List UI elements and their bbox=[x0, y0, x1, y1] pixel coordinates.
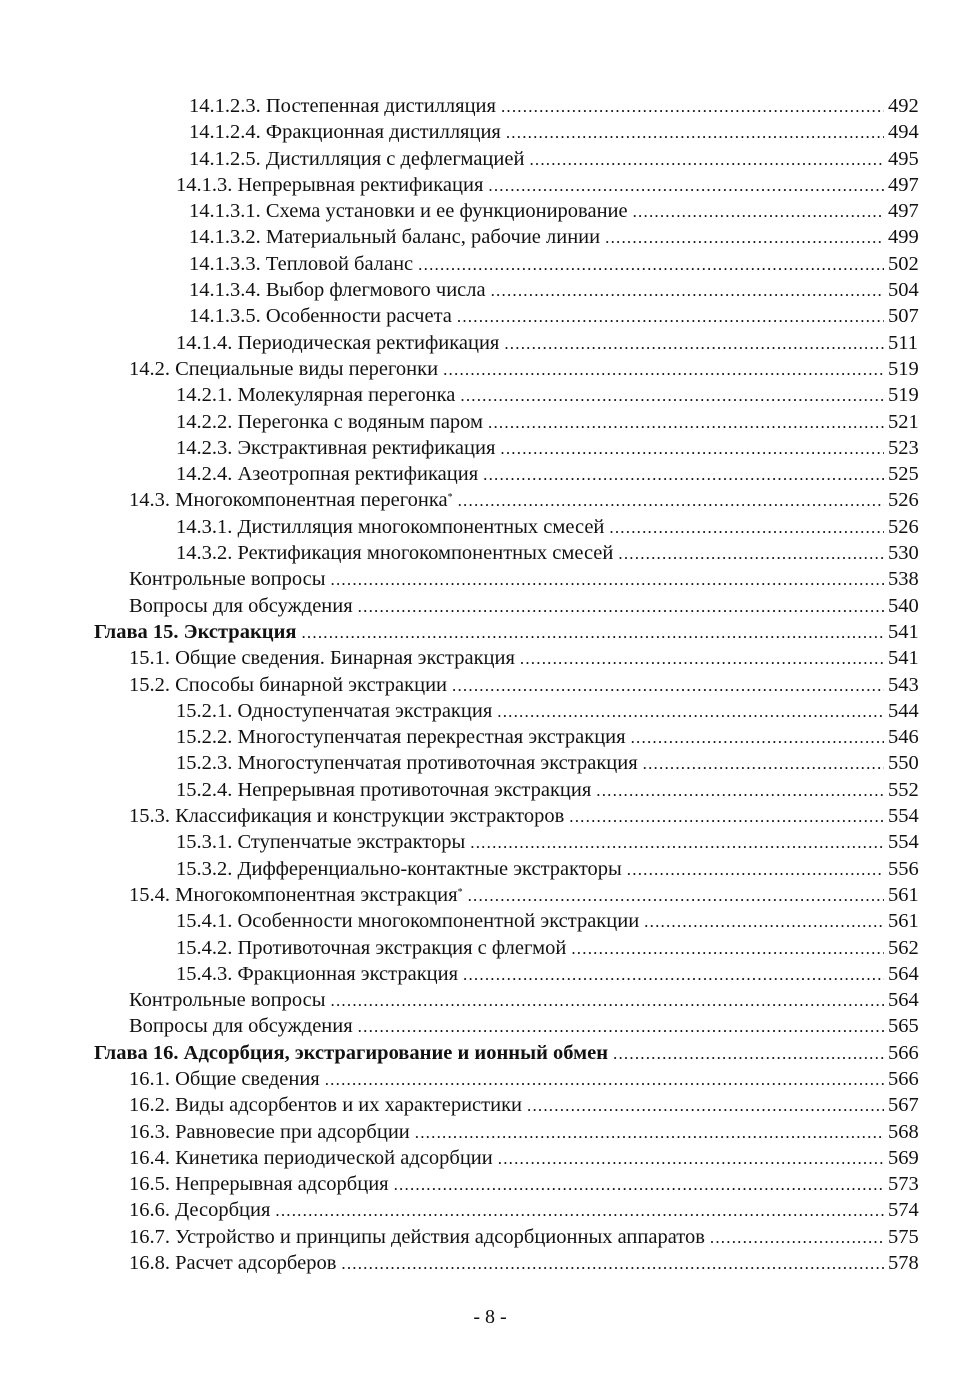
entry-title: 15.1. Общие сведения. Бинарная экстракция bbox=[129, 647, 515, 670]
entry-page: 499 bbox=[888, 226, 919, 249]
toc-entry bbox=[0, 987, 980, 1013]
table-of-contents bbox=[0, 93, 980, 1276]
dot-leader bbox=[643, 751, 884, 777]
toc-entry bbox=[0, 409, 980, 435]
entry-title: 14.1.3.1. Схема установки и ее функционирование bbox=[189, 200, 628, 223]
entry-title: 14.1.3. Непрерывная ректификация bbox=[176, 173, 484, 196]
toc-entry bbox=[0, 882, 980, 908]
entry-page: 519 bbox=[888, 384, 919, 407]
dot-leader bbox=[605, 225, 884, 251]
footnote-mark: * bbox=[457, 886, 463, 898]
entry-title: 16.6. Десорбция bbox=[129, 1199, 271, 1222]
entry-title: 14.1.2.3. Постепенная дистилляция bbox=[189, 95, 496, 117]
dot-leader bbox=[529, 147, 884, 173]
entry-title: 14.1.4. Периодическая ректификация bbox=[176, 331, 500, 354]
toc-entry bbox=[0, 461, 980, 487]
entry-page: 492 bbox=[888, 95, 919, 117]
dot-leader bbox=[500, 436, 884, 462]
entry-page: 541 bbox=[888, 647, 919, 670]
entry-title: 16.5. Непрерывная адсорбция bbox=[129, 1173, 389, 1196]
dot-leader bbox=[275, 1198, 884, 1224]
entry-page: 578 bbox=[888, 1252, 919, 1275]
dot-leader bbox=[633, 199, 884, 225]
dot-leader bbox=[609, 515, 884, 541]
toc-entry bbox=[0, 146, 980, 172]
entry-title: 15.4.1. Особенности многокомпонентной экстракции bbox=[176, 910, 640, 933]
dot-leader bbox=[488, 173, 884, 199]
toc-entry bbox=[0, 303, 980, 329]
entry-title: 15.2.2. Многоступенчатая перекрестная экстракция bbox=[176, 726, 626, 749]
toc-entry bbox=[0, 750, 980, 776]
toc-entry bbox=[0, 777, 980, 803]
toc-entry bbox=[0, 382, 980, 408]
entry-title: 14.2.3. Экстрактивная ректификация bbox=[176, 436, 496, 459]
dot-leader bbox=[501, 94, 884, 120]
dot-leader bbox=[627, 857, 884, 883]
page-number: - 8 - bbox=[473, 1306, 507, 1328]
entry-page: 540 bbox=[888, 594, 919, 617]
dot-leader bbox=[470, 830, 884, 856]
entry-title: 14.2. Специальные виды перегонки bbox=[129, 357, 439, 380]
toc-entry bbox=[0, 1171, 980, 1197]
dot-leader bbox=[613, 1041, 884, 1067]
toc-entry bbox=[0, 1197, 980, 1223]
entry-page: 546 bbox=[888, 726, 919, 749]
entry-title: 14.1.2.5. Дистилляция с дефлегмацией bbox=[189, 147, 525, 170]
dot-leader bbox=[394, 1172, 884, 1198]
entry-title: 15.3.1. Ступенчатые экстракторы bbox=[176, 831, 466, 854]
entry-title: 14.1.3.4. Выбор флегмового числа bbox=[189, 279, 486, 302]
toc-entry bbox=[0, 1066, 980, 1092]
toc-entry bbox=[0, 1250, 980, 1276]
entry-page: 504 bbox=[888, 279, 919, 302]
dot-leader bbox=[468, 883, 884, 909]
entry-page: 566 bbox=[888, 1067, 919, 1090]
entry-title: 15.3. Классификация и конструкции экстракторов bbox=[129, 805, 565, 828]
entry-title: Вопросы для обсуждения bbox=[129, 594, 353, 617]
entry-title: 15.4.2. Противоточная экстракция с флегмой bbox=[176, 936, 567, 959]
toc-entry bbox=[0, 435, 980, 461]
entry-page: 562 bbox=[888, 936, 919, 959]
entry-page: 566 bbox=[888, 1041, 919, 1064]
dot-leader bbox=[491, 278, 884, 304]
toc-entry bbox=[0, 514, 980, 540]
toc-entry bbox=[0, 672, 980, 698]
dot-leader bbox=[331, 567, 884, 593]
entry-page: 495 bbox=[888, 147, 919, 170]
entry-page: 497 bbox=[888, 200, 919, 223]
entry-page: 511 bbox=[888, 331, 918, 354]
entry-page: 494 bbox=[888, 121, 919, 144]
toc-entry bbox=[0, 356, 980, 382]
entry-title: Контрольные вопросы bbox=[129, 989, 326, 1012]
toc-entry bbox=[0, 1224, 980, 1250]
entry-page: 561 bbox=[888, 883, 919, 906]
entry-page: 502 bbox=[888, 252, 919, 275]
dot-leader bbox=[418, 252, 884, 278]
entry-page: 521 bbox=[888, 410, 919, 433]
entry-title: 14.1.3.5. Особенности расчета bbox=[189, 305, 452, 328]
chapter-entry bbox=[0, 619, 980, 645]
toc-entry bbox=[0, 961, 980, 987]
entry-page: 525 bbox=[888, 463, 919, 486]
entry-title: Вопросы для обсуждения bbox=[129, 1015, 353, 1038]
entry-page: 554 bbox=[888, 831, 919, 854]
dot-leader bbox=[463, 962, 884, 988]
entry-title: 14.2.1. Молекулярная перегонка bbox=[176, 384, 456, 407]
dot-leader bbox=[483, 462, 884, 488]
entry-title: 16.1. Общие сведения bbox=[129, 1067, 320, 1090]
entry-page: 556 bbox=[888, 857, 919, 880]
dot-leader bbox=[504, 331, 884, 357]
entry-title: 14.1.3.2. Материальный баланс, рабочие линии bbox=[189, 226, 601, 249]
entry-page: 523 bbox=[888, 436, 919, 459]
entry-title: 16.4. Кинетика периодической адсорбции bbox=[129, 1146, 493, 1169]
entry-page: 574 bbox=[888, 1199, 919, 1222]
toc-entry bbox=[0, 330, 980, 356]
entry-title: 14.1.2.4. Фракционная дистилляция bbox=[189, 121, 501, 144]
dot-leader bbox=[325, 1067, 884, 1093]
toc-entry bbox=[0, 856, 980, 882]
dot-leader bbox=[301, 620, 884, 646]
entry-title: 16.7. Устройство и принципы действия адсорбционных аппаратов bbox=[129, 1225, 705, 1248]
entry-title: 15.3.2. Дифференциально-контактные экстракторы bbox=[176, 857, 622, 880]
toc-entry bbox=[0, 1145, 980, 1171]
toc-entry bbox=[0, 645, 980, 671]
toc-entry bbox=[0, 593, 980, 619]
dot-leader bbox=[341, 1251, 884, 1277]
entry-title: 15.4.3. Фракционная экстракция bbox=[176, 962, 459, 985]
entry-title: 15.2. Способы бинарной экстракции bbox=[129, 673, 448, 696]
entry-page: 554 bbox=[888, 805, 919, 828]
entry-title: 14.1.3.3. Тепловой баланс bbox=[189, 252, 414, 275]
dot-leader bbox=[618, 541, 884, 567]
toc-entry bbox=[0, 803, 980, 829]
toc-entry bbox=[0, 829, 980, 855]
entry-page: 541 bbox=[888, 620, 919, 643]
entry-title: 16.8. Расчет адсорберов bbox=[129, 1252, 337, 1275]
chapter-entry bbox=[0, 1040, 980, 1066]
entry-page: 567 bbox=[888, 1094, 919, 1117]
dot-leader bbox=[457, 304, 884, 330]
entry-page: 550 bbox=[888, 752, 919, 775]
toc-entry bbox=[0, 487, 980, 513]
dot-leader bbox=[596, 778, 884, 804]
dot-leader bbox=[569, 804, 884, 830]
toc-entry bbox=[0, 908, 980, 934]
entry-page: 575 bbox=[888, 1225, 919, 1248]
entry-page: 543 bbox=[888, 673, 919, 696]
entry-title: 14.3.2. Ректификация многокомпонентных смесей bbox=[176, 542, 614, 565]
entry-page: 497 bbox=[888, 173, 919, 196]
dot-leader bbox=[644, 909, 884, 935]
dot-leader bbox=[358, 594, 884, 620]
entry-title: 15.2.3. Многоступенчатая противоточная экстракция bbox=[176, 752, 638, 775]
entry-title: 16.3. Равновесие при адсорбции bbox=[129, 1120, 410, 1143]
entry-page: 561 bbox=[888, 910, 919, 933]
entry-page: 568 bbox=[888, 1120, 919, 1143]
entry-title: Глава 16. Адсорбция, экстрагирование и ионный обмен bbox=[94, 1041, 609, 1064]
dot-leader bbox=[498, 1146, 884, 1172]
dot-leader bbox=[452, 673, 884, 699]
dot-leader bbox=[506, 120, 884, 146]
entry-title: Глава 15. Экстракция bbox=[94, 620, 297, 643]
toc-entry bbox=[0, 1119, 980, 1145]
dot-leader bbox=[358, 1014, 884, 1040]
entry-page: 526 bbox=[888, 515, 919, 538]
toc-entry bbox=[0, 724, 980, 750]
entry-title: 14.3. Многокомпонентная перегонка* bbox=[129, 489, 453, 512]
dot-leader bbox=[631, 725, 884, 751]
dot-leader bbox=[488, 410, 884, 436]
entry-page: 538 bbox=[888, 568, 919, 591]
entry-page: 564 bbox=[888, 962, 919, 985]
dot-leader bbox=[331, 988, 884, 1014]
dot-leader bbox=[443, 357, 884, 383]
entry-title: 16.2. Виды адсорбентов и их характеристики bbox=[129, 1094, 522, 1117]
toc-entry bbox=[0, 698, 980, 724]
dot-leader bbox=[571, 936, 884, 962]
toc-entry bbox=[0, 172, 980, 198]
entry-page: 552 bbox=[888, 778, 919, 801]
dot-leader bbox=[520, 646, 884, 672]
toc-entry bbox=[0, 277, 980, 303]
entry-page: 530 bbox=[888, 542, 919, 565]
dot-leader bbox=[415, 1120, 884, 1146]
dot-leader bbox=[458, 488, 884, 514]
entry-page: 569 bbox=[888, 1146, 919, 1169]
toc-entry bbox=[0, 224, 980, 250]
dot-leader bbox=[460, 383, 884, 409]
toc-entry bbox=[0, 119, 980, 145]
toc-entry bbox=[0, 540, 980, 566]
entry-title: Контрольные вопросы bbox=[129, 568, 326, 591]
toc-entry bbox=[0, 198, 980, 224]
entry-title: 14.2.4. Азеотропная ректификация bbox=[176, 463, 479, 486]
toc-entry bbox=[0, 1092, 980, 1118]
entry-page: 544 bbox=[888, 699, 919, 722]
entry-page: 519 bbox=[888, 357, 919, 380]
entry-page: 573 bbox=[888, 1173, 919, 1196]
dot-leader bbox=[527, 1093, 884, 1119]
entry-title: 14.2.2. Перегонка с водяным паром bbox=[176, 410, 484, 433]
entry-title: 15.2.4. Непрерывная противоточная экстракция bbox=[176, 778, 592, 801]
toc-entry bbox=[0, 566, 980, 592]
toc-entry bbox=[0, 251, 980, 277]
toc-entry bbox=[0, 1013, 980, 1039]
dot-leader bbox=[497, 699, 884, 725]
entry-page: 564 bbox=[888, 989, 919, 1012]
entry-page: 507 bbox=[888, 305, 919, 328]
entry-page: 565 bbox=[888, 1015, 919, 1038]
entry-title: 14.3.1. Дистилляция многокомпонентных смесей bbox=[176, 515, 605, 538]
toc-entry bbox=[0, 935, 980, 961]
entry-page: 526 bbox=[888, 489, 919, 512]
footnote-mark: * bbox=[447, 492, 453, 504]
toc-entry bbox=[0, 93, 980, 119]
entry-title: 15.2.1. Одноступенчатая экстракция bbox=[176, 699, 493, 722]
dot-leader bbox=[710, 1225, 884, 1251]
entry-title: 15.4. Многокомпонентная экстракция* bbox=[129, 883, 463, 906]
